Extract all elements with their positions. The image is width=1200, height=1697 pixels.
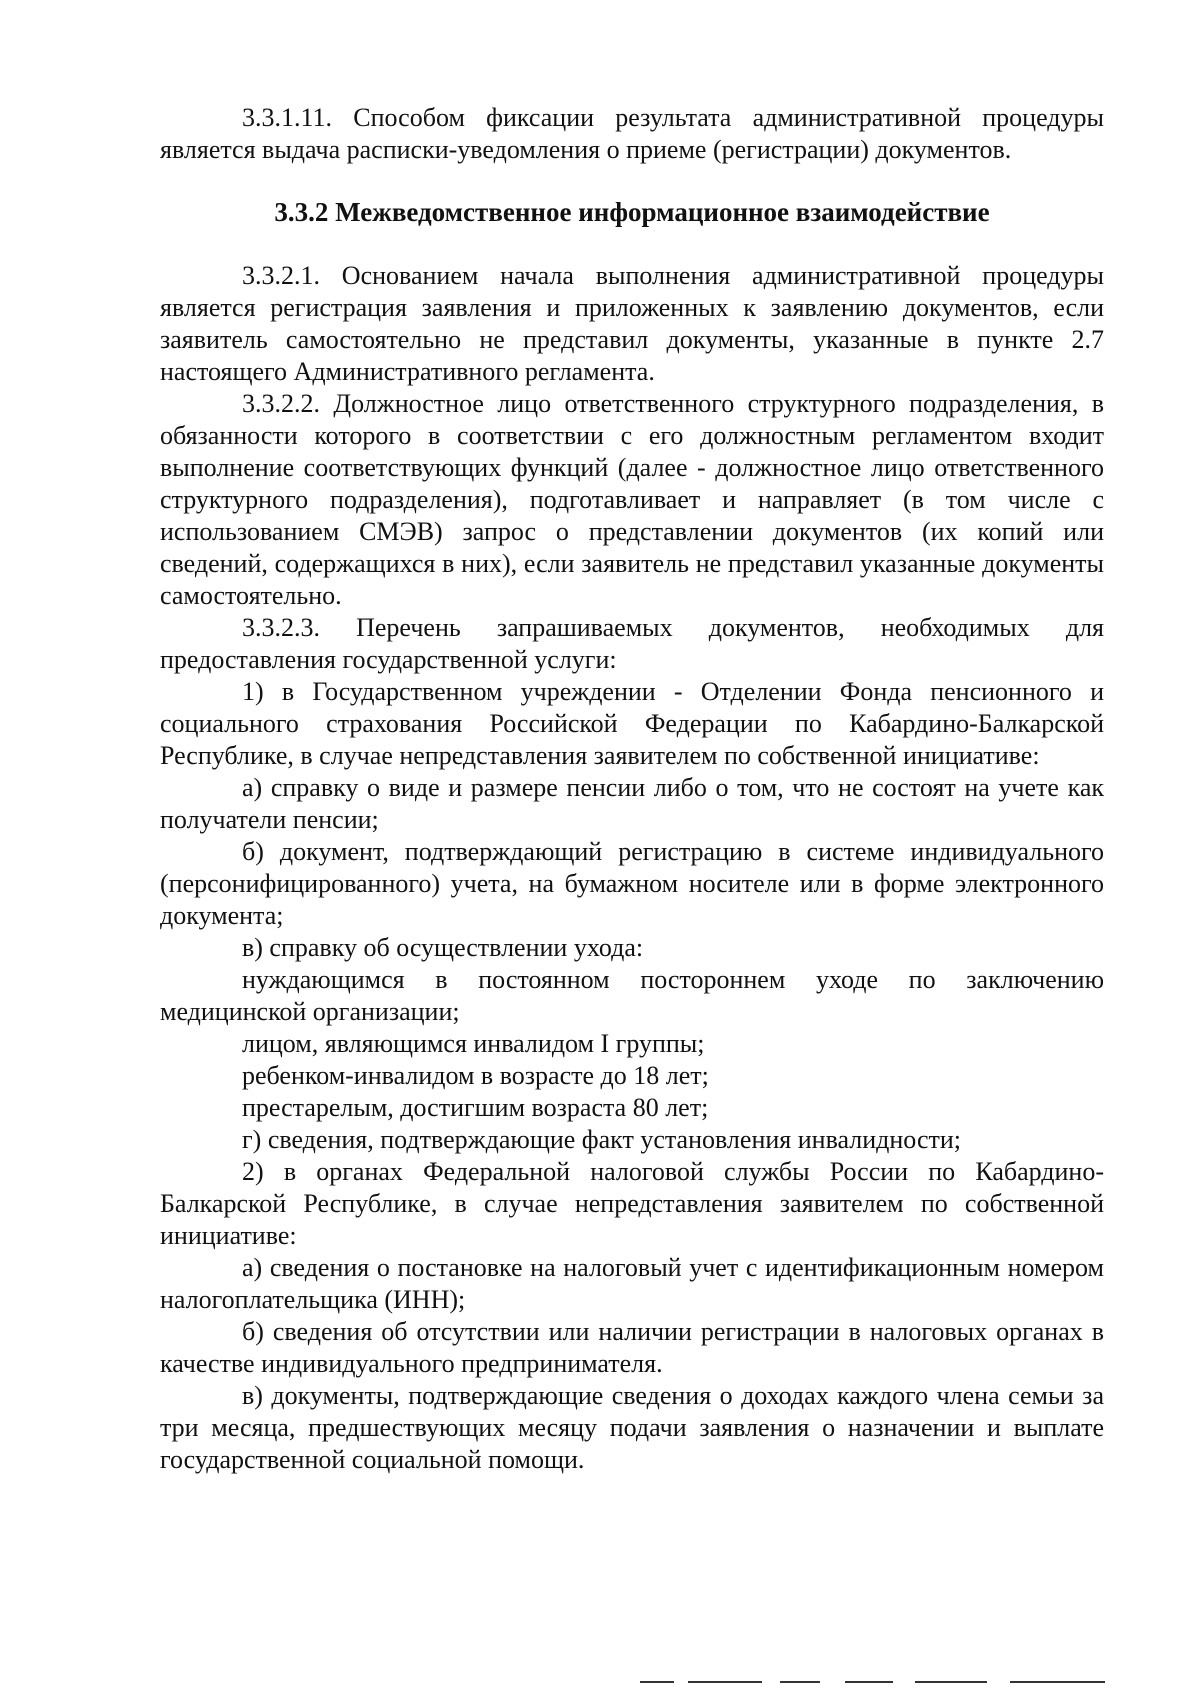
scan-line-2 — [688, 1681, 762, 1683]
scan-line-4 — [845, 1681, 893, 1683]
scan-line-5 — [915, 1681, 987, 1683]
list-item-2: 2) в органах Федеральной налоговой службы России по Кабардино-Балкарской Республике, в случае непредставления заявителем по собственной инициативе: — [160, 1157, 1104, 1250]
paragraph-3-3-1-11: 3.3.1.11. Способом фиксации результата административной процедуры является выдача расписки-уведомления о приеме (регистрации) документов. — [160, 103, 1104, 164]
list-item-1v-4: престарелым, достигшим возраста 80 лет; — [242, 1093, 709, 1122]
document-body — [160, 102, 1104, 1476]
list-item-1v: в) справку об осуществлении ухода: — [242, 933, 644, 962]
list-item-2a: а) сведения о постановке на налоговый учет с идентификационным номером налогоплательщика (ИНН); — [160, 1253, 1104, 1314]
list-item-1a: а) справку о виде и размере пенсии либо о том, что не состоят на учете как получатели пенсии; — [160, 773, 1104, 834]
scan-line-1 — [640, 1681, 674, 1683]
list-item-2v: в) документы, подтверждающие сведения о доходах каждого члена семьи за три месяца, предшествующих месяцу подачи заявления о назначении и выплате государственной социальной помощи. — [160, 1381, 1104, 1474]
list-item-1g: г) сведения, подтверждающие факт установления инвалидности; — [242, 1125, 961, 1154]
list-item-1b: б) документ, подтверждающий регистрацию в системе индивидуального (персонифицированного) учета, на бумажном носителе или в форме электронного документа; — [160, 837, 1104, 930]
scan-line-3 — [780, 1681, 820, 1683]
scan-artifact-lines — [640, 1681, 1110, 1685]
paragraph-3-3-2-2: 3.3.2.2. Должностное лицо ответственного структурного подразделения, в обязанности которого в соответствии с его должностным регламентом входит выполнение соответствующих функций (далее - должностное лицо ответственного структурного подразделения), подготавливает и направляет (в том числе с использованием СМЭВ) запрос о представлении документов (их копий или сведений, содержащихся в них), если заявитель не представил указанные документы самостоятельно. — [160, 389, 1104, 610]
paragraph-3-3-2-3: 3.3.2.3. Перечень запрашиваемых документов, необходимых для предоставления государственной услуги: — [160, 613, 1104, 674]
section-heading-3-3-2: 3.3.2 Межведомственное информационное взаимодействие — [274, 197, 990, 227]
list-item-1v-3: ребенком-инвалидом в возрасте до 18 лет; — [242, 1061, 709, 1090]
scan-line-6 — [1010, 1681, 1105, 1683]
list-item-1v-1: нуждающимся в постоянном постороннем уходе по заключению медицинской организации; — [160, 965, 1104, 1026]
list-item-1v-2: лицом, являющимся инвалидом I группы; — [242, 1029, 705, 1058]
paragraph-3-3-2-1: 3.3.2.1. Основанием начала выполнения административной процедуры является регистрация заявления и приложенных к заявлению документов, если заявитель самостоятельно не представил документы, указанные в пункте 2.7 настоящего Административного регламента. — [160, 261, 1104, 386]
list-item-1: 1) в Государственном учреждении - Отделении Фонда пенсионного и социального страхования Российской Федерации по Кабардино-Балкарской Республике, в случае непредставления заявителем по собственной инициативе: — [160, 677, 1104, 770]
list-item-2b: б) сведения об отсутствии или наличии регистрации в налоговых органах в качестве индивидуального предпринимателя. — [160, 1317, 1104, 1378]
